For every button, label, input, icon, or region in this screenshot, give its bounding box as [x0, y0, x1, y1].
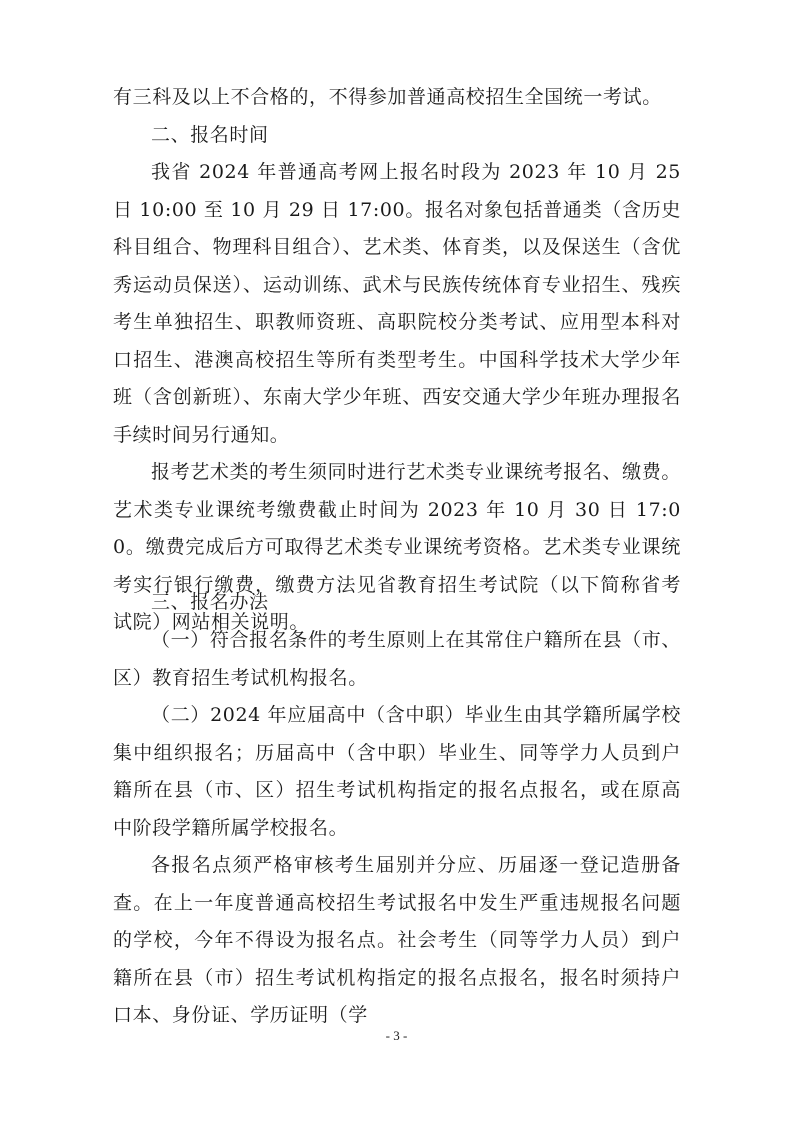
section-heading-registration-method: 三、报名办法 — [151, 591, 269, 613]
paragraph-registration-review: 各报名点须严格审核考生届别并分应、历届逐一登记造册备查。在上一年度普通高校招生考试报名中发生严重违规报名问题的学校，今年不得设为报名点。社会考生（同等学力人员）到户籍所在县（市）招生考试机构指定的报名点报名，报名时须持户口本、身份证、学历证明（学 — [113, 854, 681, 1026]
page-number: - 3 - — [385, 1028, 408, 1043]
paragraph-method-item-2: （二）2024 年应届高中（含中职）毕业生由其学籍所属学校集中组织报名；历届高中（含中职）毕业生、同等学力人员到户籍所在县（市、区）招生考试机构指定的报名点报名，或在原高中阶段学籍所属学校报名。 — [113, 704, 681, 839]
paragraph-art-registration: 报考艺术类的考生须同时进行艺术类专业课统考报名、缴费。艺术类专业课统考缴费截止时间为 2023 年 10 月 30 日 17:00。缴费完成后方可取得艺术类专业课统考资格。艺术类专业课统考实行银行缴费，缴费方法见省教育招生考试院（以下简称省考试院）网站相关说明。 — [113, 461, 681, 633]
paragraph-registration-time: 我省 2024 年普通高考网上报名时段为 2023 年 10 月 25 日 10:00 至 10 月 29 日 17:00。报名对象包括普通类（含历史科目组合、物理科目组合）、艺术类、体育类，以及保送生（含优秀运动员保送）、运动训练、武术与民族传统体育专业招生、残疾考生单独招生、职教师资班、高职院校分类考试、应用型本科对口招生、港澳高校招生等所有类型考生。中国科学技术大学少年班（含创新班）、东南大学少年班、西安交通大学少年班办理报名手续时间另行通知。 — [113, 161, 681, 446]
paragraph-exam-eligibility-continuation: 有三科及以上不合格的，不得参加普通高校招生全国统一考试。 — [113, 86, 662, 108]
paragraph-method-item-1: （一）符合报名条件的考生原则上在其常住户籍所在县（市、区）教育招生考试机构报名。 — [113, 629, 681, 689]
section-heading-registration-time: 二、报名时间 — [151, 124, 269, 146]
